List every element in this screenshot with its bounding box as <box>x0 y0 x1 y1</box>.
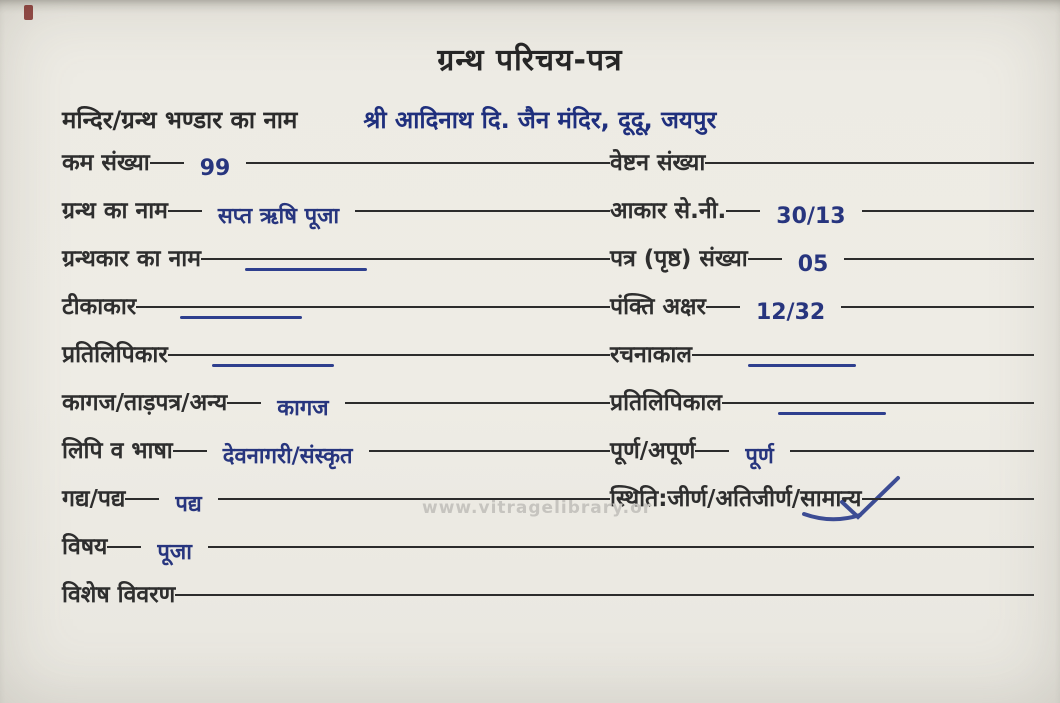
label-author-name: ग्रन्थकार का नाम <box>62 246 201 272</box>
watermark: www.vitragelibrary.or <box>422 498 653 518</box>
rule-line <box>705 162 1034 164</box>
rule-line <box>168 354 610 356</box>
label-lines-letters: पंक्ति अक्षर <box>610 294 706 320</box>
rule-line <box>136 306 610 308</box>
rule-line <box>841 306 1034 308</box>
label-material: कागज/ताड़पत्र/अन्य <box>62 390 228 416</box>
rule-line <box>208 546 1034 548</box>
condition-selected-option: सामान्य <box>800 482 861 516</box>
form-rows <box>62 146 1034 626</box>
rule-line <box>844 258 1034 260</box>
label-size-cm: आकार से.नी. <box>610 198 727 224</box>
label-serial-number: कम संख्या <box>62 150 150 176</box>
value-script-language: देवनागरी/संस्कृत <box>222 444 353 469</box>
rule-line <box>150 162 184 164</box>
value-page-count: 05 <box>797 252 829 277</box>
label-copy-date: प्रतिलिपिकाल <box>610 390 722 416</box>
temple-name-row <box>62 103 1034 136</box>
blank-ink-mark <box>212 364 334 367</box>
rule-line <box>369 450 610 452</box>
rule-line <box>862 210 1034 212</box>
label-prose-verse: गद्य/पद्य <box>62 486 126 512</box>
value-size-cm: 30/13 <box>776 204 846 229</box>
rule-line <box>201 258 610 260</box>
rule-line <box>695 450 729 452</box>
value-subject: पूजा <box>157 540 192 565</box>
value-completeness: पूर्ण <box>745 444 774 469</box>
label-composition-date: रचनाकाल <box>610 342 692 368</box>
rule-line <box>168 210 202 212</box>
rule-line <box>355 210 610 212</box>
form-row <box>62 146 1034 194</box>
label-script-language: लिपि व भाषा <box>62 438 173 464</box>
label-special-details: विशेष विवरण <box>62 582 176 608</box>
rule-line <box>790 450 1034 452</box>
blank-ink-mark <box>778 412 886 415</box>
label-page-count: पत्र (पृष्ठ) संख्या <box>610 246 748 272</box>
label-scribe: प्रतिलिपिकार <box>62 342 168 368</box>
label-subject: विषय <box>62 534 108 560</box>
rule-line <box>246 162 610 164</box>
rule-line <box>748 258 782 260</box>
value-material: कागज <box>277 396 329 421</box>
form-row <box>62 194 1034 242</box>
value-prose-verse: पद्य <box>175 492 202 517</box>
label-commentator: टीकाकार <box>62 294 137 320</box>
page-title: ग्रन्थ परिचय-पत्र <box>437 43 623 78</box>
blank-ink-mark <box>748 364 856 367</box>
rule-line <box>692 354 1034 356</box>
form-row <box>62 290 1034 338</box>
rule-line <box>722 402 1034 404</box>
rule-line <box>125 498 159 500</box>
form-row <box>62 578 1034 626</box>
label-temple-name: मन्दिर/ग्रन्थ भण्डार का नाम <box>62 106 298 134</box>
rule-line <box>173 450 207 452</box>
form-row <box>62 386 1034 434</box>
blank-ink-mark <box>245 268 367 271</box>
form-row <box>62 338 1034 386</box>
rule-line <box>726 210 760 212</box>
rule-line <box>345 402 610 404</box>
value-lines-letters: 12/32 <box>755 300 826 325</box>
value-manuscript-name: सप्त ऋषि पूजा <box>217 204 340 229</box>
rule-line <box>862 498 1035 500</box>
form-row <box>62 242 1034 290</box>
value-temple-name: श्री आदिनाथ दि. जैन मंदिर, दूदू, जयपुर <box>363 106 717 134</box>
rule-line <box>107 546 141 548</box>
blank-ink-mark <box>180 316 302 319</box>
label-manuscript-name: ग्रन्थ का नाम <box>62 198 168 224</box>
scan-artifact <box>24 5 33 20</box>
label-condition: स्थिति:जीर्ण/अतिजीर्ण/सामान्य <box>610 482 862 530</box>
label-completeness: पूर्ण/अपूर्ण <box>610 438 696 464</box>
rule-line <box>175 594 1034 596</box>
rule-line <box>227 402 261 404</box>
rule-line <box>706 306 740 308</box>
value-serial-number: 99 <box>199 156 231 181</box>
form-row <box>62 434 1034 482</box>
label-bundle-number: वेष्टन संख्या <box>610 150 706 176</box>
form-row <box>62 530 1034 578</box>
